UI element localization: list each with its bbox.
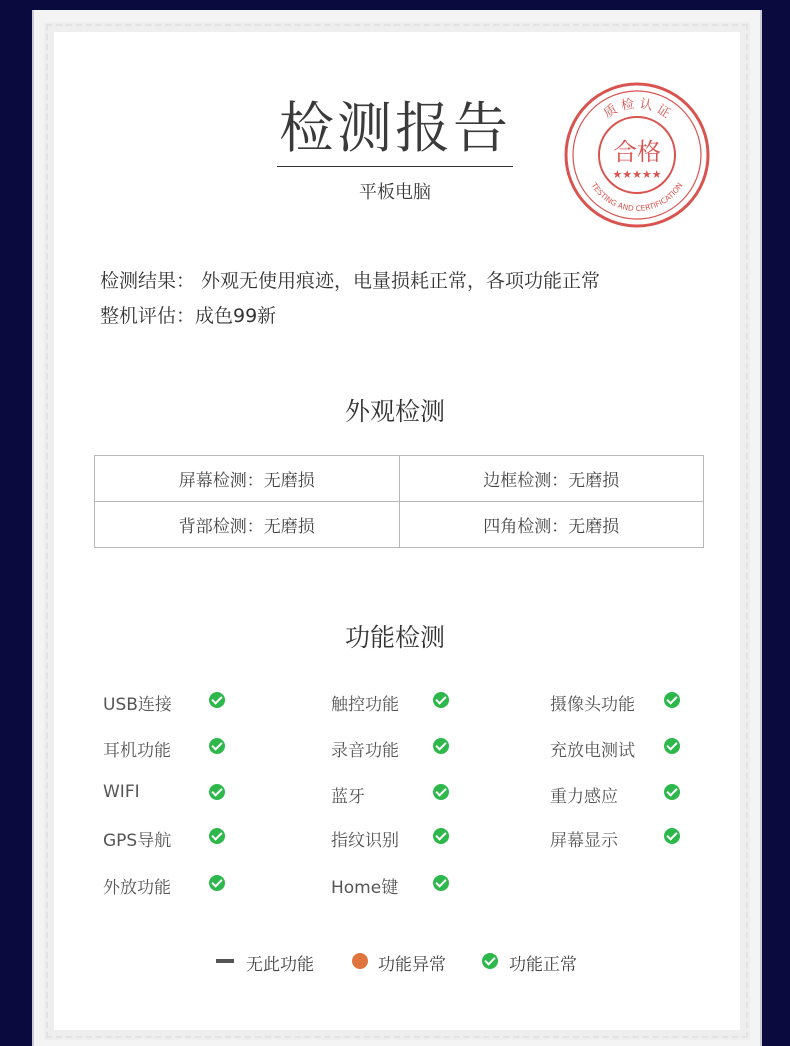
function-item: [103, 690, 172, 715]
function-item: [331, 826, 399, 851]
check-icon: [209, 828, 225, 844]
stamp-center-text: 合格: [613, 138, 661, 166]
function-label: 指纹识别: [331, 831, 399, 851]
function-item: [550, 782, 618, 807]
function-label: 屏幕显示: [550, 831, 618, 851]
check-icon: [664, 828, 680, 844]
function-label: GPS导航: [103, 831, 172, 851]
dash-icon: [216, 959, 234, 963]
report-title: 检测报告: [277, 96, 513, 167]
function-item: [331, 690, 399, 715]
function-label: 蓝牙: [331, 787, 365, 807]
svg-text:TESTING AND CERTIFICATION: [589, 180, 684, 213]
function-label: 摄像头功能: [550, 695, 635, 715]
table-row: [95, 456, 704, 502]
check-icon: [209, 692, 225, 708]
function-item: [550, 736, 635, 761]
legend-none: 无此功能: [246, 955, 314, 975]
check-icon: [209, 738, 225, 754]
result-line: 检测结果： 外观无使用痕迹，电量损耗正常，各项功能正常: [100, 270, 601, 292]
appearance-table: [94, 455, 704, 548]
check-icon: [209, 875, 225, 891]
function-item: [103, 826, 171, 851]
evaluation-line: 整机评估：成色99新: [100, 305, 277, 327]
dot-icon: [352, 953, 368, 969]
check-icon: [433, 784, 449, 800]
function-label: 耳机功能: [103, 741, 171, 761]
check-icon: [664, 692, 680, 708]
stamp-bottom-text: TESTING AND CERTIFICATION: [589, 181, 685, 214]
stamp-top-text: 质 检 认 证: [601, 96, 673, 122]
legend-abnormal: 功能异常: [378, 955, 446, 975]
table-cell: 边框检测：无磨损: [399, 456, 704, 502]
function-label: 触控功能: [331, 695, 399, 715]
legend-normal: 功能正常: [509, 955, 577, 975]
function-label: 充放电测试: [550, 741, 635, 761]
table-row: [95, 502, 704, 548]
function-item: [103, 736, 171, 761]
table-cell: 四角检测：无磨损: [399, 502, 704, 548]
function-item: [103, 873, 171, 898]
function-label: 录音功能: [331, 741, 399, 761]
check-icon: [482, 953, 498, 969]
function-label: WIFI: [103, 782, 140, 802]
function-item: [550, 690, 635, 715]
appearance-section-title: 外观检测: [344, 397, 445, 426]
check-icon: [664, 738, 680, 754]
function-item: [331, 782, 365, 807]
result-summary: [100, 264, 600, 334]
function-section-title: 功能检测: [344, 623, 445, 652]
function-label: 外放功能: [103, 878, 171, 898]
function-label: Home键: [331, 878, 399, 898]
check-icon: [209, 784, 225, 800]
stamp-stars: ★★★★★: [612, 168, 662, 181]
table-cell: 屏幕检测：无磨损: [95, 456, 400, 502]
report-subtitle: 平板电脑: [359, 182, 431, 203]
function-item: [331, 736, 399, 761]
check-icon: [433, 828, 449, 844]
function-label: USB连接: [103, 695, 172, 715]
check-icon: [433, 692, 449, 708]
check-icon: [433, 738, 449, 754]
certification-stamp-icon: [562, 80, 712, 230]
table-cell: 背部检测：无磨损: [95, 502, 400, 548]
function-item: [103, 782, 140, 802]
function-label: 重力感应: [550, 787, 618, 807]
check-icon: [664, 784, 680, 800]
function-item: [550, 826, 618, 851]
check-icon: [433, 875, 449, 891]
function-item: [331, 873, 398, 898]
